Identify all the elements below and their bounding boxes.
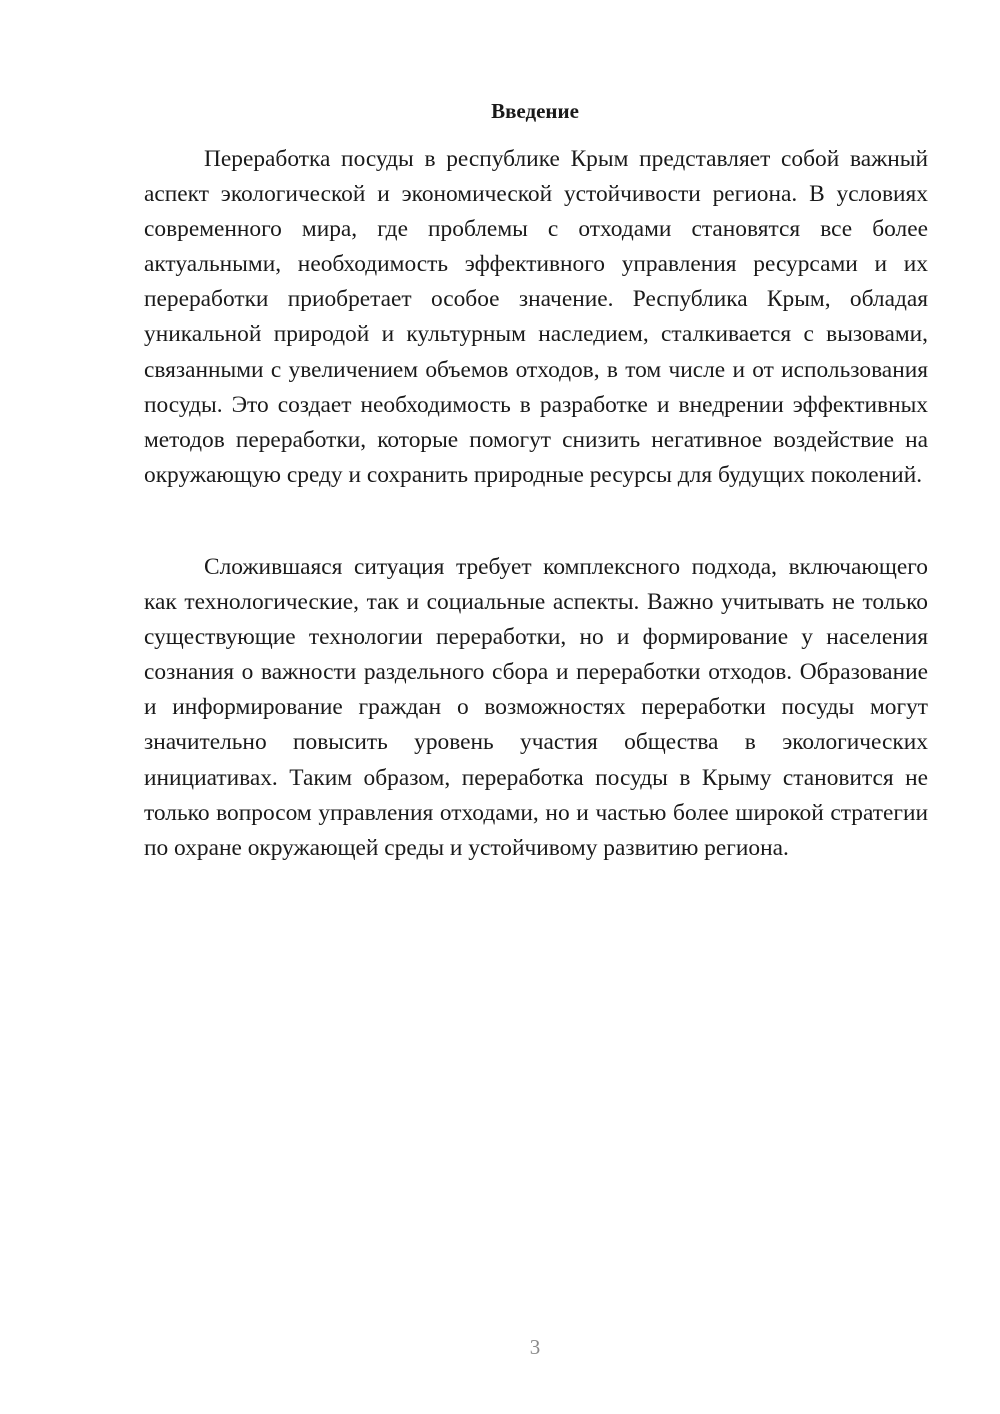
paragraph-2: Сложившаяся ситуация требует комплексного подхода, включающего как технологические, так и социальные аспекты. Важно учитывать не только существующие технологии переработки, но и формирование у населения сознания о важности раздельного сбора и переработки отходов. Образование и информирование граждан о возможностях переработки посуды могут значительно повысить уровень участия общества в экологических инициативах. Таким образом, переработка посуды в Крыму становится не только вопросом управления отходами, но и частью более широкой стратегии по охране окружающей среды и устойчивому развитию региона. <box>144 554 928 861</box>
section-heading: Введение <box>491 99 579 123</box>
page-number: 3 <box>529 1335 541 1359</box>
paragraph-1: Переработка посуды в республике Крым представляет собой важный аспект экологической и экономической устойчивости региона. В условиях современного мира, где проблемы с отходами становятся все более актуальными, необходимость эффективного управления ресурсами и их переработки приобретает особое значение. Республика Крым, обладая уникальной природой и культурным наследием, сталкивается с вызовами, связанными с увеличением объемов отходов, в том числе и от использования посуды. Это создает необходимость в разработке и внедрении эффективных методов переработки, которые помогут снизить негативное воздействие на окружающую среду и сохранить природные ресурсы для будущих поколений. <box>144 146 928 488</box>
